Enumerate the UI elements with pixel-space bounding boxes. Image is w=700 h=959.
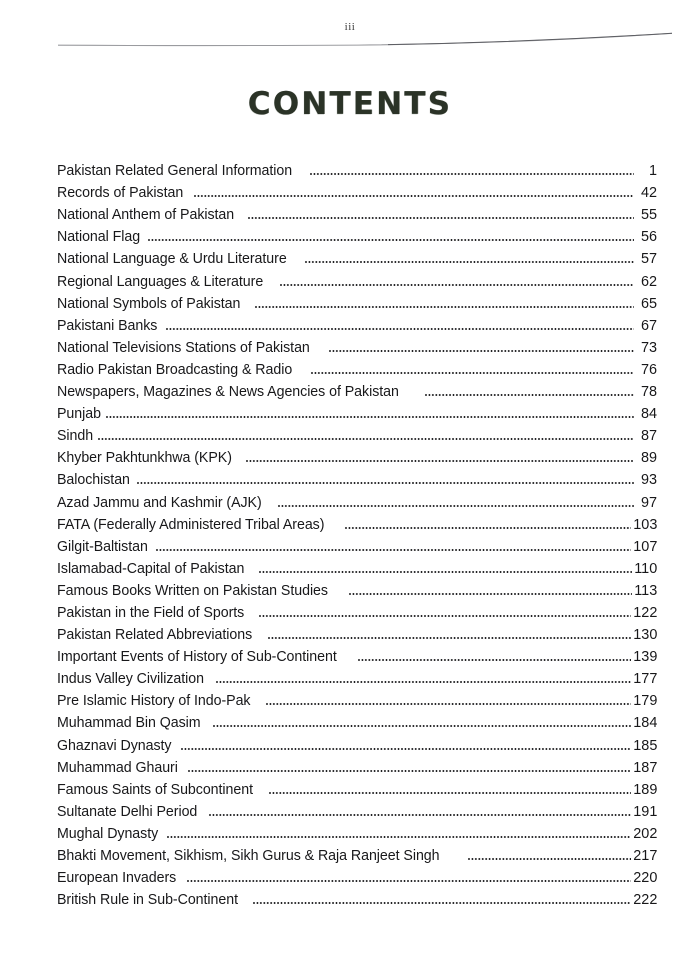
toc-entry[interactable] <box>57 223 657 245</box>
toc-leader-dots <box>156 533 631 555</box>
toc-entry-label: Pakistan Related General Information <box>57 162 293 180</box>
toc-entry-page-number: 62 <box>640 272 657 290</box>
toc-entry[interactable] <box>57 665 657 687</box>
toc-entry-label: Khyber Pakhtunkhwa (KPK) <box>57 449 232 467</box>
toc-entry[interactable] <box>57 555 657 577</box>
toc-leader-dots <box>209 798 631 820</box>
toc-entry-label: National Anthem of Pakistan <box>57 206 235 224</box>
toc-leader-dots <box>148 223 634 245</box>
toc-entry[interactable] <box>57 820 657 842</box>
toc-leader-dots <box>167 820 630 842</box>
toc-leader-dots <box>266 687 631 709</box>
toc-entry-page-number: 139 <box>632 648 657 666</box>
toc-entry[interactable] <box>57 312 657 334</box>
toc-leader-dots <box>269 776 631 798</box>
toc-entry[interactable] <box>57 466 657 488</box>
toc-entry[interactable] <box>57 245 657 267</box>
table-of-contents <box>57 157 657 908</box>
toc-entry-page-number: 222 <box>632 891 657 909</box>
toc-leader-dots <box>255 290 634 312</box>
toc-entry[interactable] <box>57 798 657 820</box>
toc-entry-page-number: 78 <box>640 383 657 401</box>
toc-leader-dots <box>181 731 630 753</box>
toc-entry[interactable] <box>57 511 657 533</box>
toc-entry-label: Balochistan <box>57 471 130 489</box>
toc-entry-label: Important Events of History of Sub-Continent <box>57 648 337 666</box>
toc-entry[interactable] <box>57 179 657 201</box>
toc-entry-page-number: 65 <box>640 294 657 312</box>
toc-leader-dots <box>194 179 634 201</box>
toc-entry-page-number: 185 <box>632 736 657 754</box>
toc-entry-label: Radio Pakistan Broadcasting & Radio <box>57 360 293 378</box>
toc-entry-label: Pakistani Banks <box>57 316 158 334</box>
toc-entry[interactable] <box>57 378 657 400</box>
toc-entry-page-number: 1 <box>648 162 657 180</box>
toc-leader-dots <box>280 267 634 289</box>
toc-entry-label: National Flag <box>57 228 141 246</box>
toc-entry[interactable] <box>57 864 657 886</box>
toc-entry[interactable] <box>57 709 657 731</box>
header-rule <box>58 30 672 50</box>
toc-entry-label: Gilgit-Baltistan <box>57 537 148 555</box>
toc-leader-dots <box>310 157 634 179</box>
toc-entry-label: Newspapers, Magazines & News Agencies of Pakistan <box>57 383 399 401</box>
toc-entry-label: Famous Saints of Subcontinent <box>57 780 253 798</box>
toc-entry[interactable] <box>57 886 657 908</box>
toc-entry-label: Sultanate Delhi Period <box>57 802 198 820</box>
toc-entry-page-number: 130 <box>632 626 657 644</box>
toc-leader-dots <box>345 511 631 533</box>
toc-entry[interactable] <box>57 201 657 223</box>
toc-leader-dots <box>311 356 634 378</box>
toc-leader-dots <box>187 864 631 886</box>
toc-entry-label: British Rule in Sub-Continent <box>57 891 238 909</box>
toc-entry-page-number: 87 <box>640 427 657 445</box>
toc-entry[interactable] <box>57 599 657 621</box>
toc-entry-label: Mughal Dynasty <box>57 824 159 842</box>
toc-leader-dots <box>137 466 634 488</box>
toc-leader-dots <box>253 886 631 908</box>
toc-entry[interactable] <box>57 754 657 776</box>
toc-entry-page-number: 97 <box>640 493 657 511</box>
toc-entry-label: Pakistan Related Abbreviations <box>57 626 253 644</box>
toc-entry-label: Sindh <box>57 427 94 445</box>
toc-entry-label: European Invaders <box>57 869 177 887</box>
toc-entry[interactable] <box>57 488 657 510</box>
toc-entry-page-number: 184 <box>632 714 657 732</box>
toc-entry-page-number: 57 <box>640 250 657 268</box>
toc-entry-label: Ghaznavi Dynasty <box>57 736 172 754</box>
toc-entry[interactable] <box>57 577 657 599</box>
toc-entry[interactable] <box>57 290 657 312</box>
toc-leader-dots <box>468 842 631 864</box>
toc-entry-label: Punjab <box>57 405 101 423</box>
toc-entry-page-number: 220 <box>632 869 657 887</box>
toc-leader-dots <box>213 709 631 731</box>
toc-leader-dots <box>278 488 634 510</box>
toc-entry[interactable] <box>57 687 657 709</box>
toc-entry[interactable] <box>57 643 657 665</box>
toc-entry[interactable] <box>57 621 657 643</box>
toc-leader-dots <box>259 555 631 577</box>
toc-entry-label: Regional Languages & Literature <box>57 272 264 290</box>
toc-entry-label: Bhakti Movement, Sikhism, Sikh Gurus & Raja Ranjeet Singh <box>57 847 440 864</box>
toc-entry-page-number: 179 <box>632 692 657 710</box>
toc-entry-label: National Televisions Stations of Pakistan <box>57 338 310 356</box>
toc-entry-page-number: 110 <box>633 559 657 577</box>
toc-entry-label: National Symbols of Pakistan <box>57 294 241 312</box>
toc-entry-label: Pre Islamic History of Indo-Pak <box>57 692 251 710</box>
toc-entry-label: Indus Valley Civilization <box>57 670 204 688</box>
toc-entry-page-number: 67 <box>640 316 657 334</box>
toc-entry-label: Azad Jammu and Kashmir (AJK) <box>57 493 262 511</box>
toc-entry-page-number: 76 <box>640 360 657 378</box>
toc-leader-dots <box>329 334 634 356</box>
toc-entry[interactable] <box>57 334 657 356</box>
toc-entry-label: Records of Pakistan <box>57 184 184 202</box>
toc-entry[interactable] <box>57 776 657 798</box>
toc-leader-dots <box>268 621 631 643</box>
toc-entry-page-number: 89 <box>640 449 657 467</box>
toc-entry-label: Islamabad-Capital of Pakistan <box>57 559 245 577</box>
page-folio: iii <box>344 21 356 33</box>
toc-entry-page-number: 217 <box>632 847 657 864</box>
toc-leader-dots <box>216 665 630 687</box>
toc-entry-page-number: 122 <box>632 603 657 621</box>
toc-entry-page-number: 55 <box>640 206 657 224</box>
toc-entry-page-number: 177 <box>632 670 657 688</box>
toc-leader-dots <box>259 599 630 621</box>
toc-entry-page-number: 187 <box>632 758 657 776</box>
toc-entry[interactable] <box>57 533 657 555</box>
toc-entry-page-number: 42 <box>640 184 657 202</box>
toc-entry-label: Pakistan in the Field of Sports <box>57 603 245 621</box>
toc-entry-page-number: 103 <box>632 515 657 533</box>
toc-entry-page-number: 191 <box>632 802 657 820</box>
toc-entry-page-number: 113 <box>633 581 657 599</box>
toc-entry[interactable] <box>57 157 657 179</box>
toc-entry-page-number: 73 <box>640 338 657 356</box>
toc-entry[interactable] <box>57 842 657 864</box>
toc-entry-label: Famous Books Written on Pakistan Studies <box>57 581 328 599</box>
toc-entry-page-number: 189 <box>632 780 657 798</box>
toc-leader-dots <box>246 444 634 466</box>
toc-entry[interactable] <box>57 444 657 466</box>
toc-entry[interactable] <box>57 422 657 444</box>
toc-leader-dots <box>305 245 634 267</box>
toc-entry-page-number: 107 <box>632 537 657 555</box>
toc-leader-dots <box>166 312 634 334</box>
toc-leader-dots <box>349 577 632 599</box>
toc-leader-dots <box>248 201 634 223</box>
toc-leader-dots <box>98 422 634 444</box>
toc-leader-dots <box>358 643 630 665</box>
toc-entry-label: FATA (Federally Administered Tribal Areas) <box>57 515 325 533</box>
toc-entry-page-number: 56 <box>640 228 657 246</box>
toc-entry[interactable] <box>57 356 657 378</box>
toc-entry-page-number: 84 <box>640 405 657 423</box>
toc-entry-label: Muhammad Bin Qasim <box>57 714 201 732</box>
toc-entry[interactable] <box>57 267 657 289</box>
toc-leader-dots <box>106 400 634 422</box>
toc-entry-page-number: 202 <box>632 824 657 842</box>
toc-entry-label: National Language & Urdu Literature <box>57 250 287 268</box>
toc-entry[interactable] <box>57 731 657 753</box>
toc-entry-page-number: 93 <box>640 471 657 489</box>
page-title: CONTENTS <box>247 86 453 122</box>
toc-entry[interactable] <box>57 400 657 422</box>
toc-leader-dots <box>188 754 630 776</box>
toc-entry-label: Muhammad Ghauri <box>57 758 178 776</box>
toc-leader-dots <box>425 378 634 400</box>
